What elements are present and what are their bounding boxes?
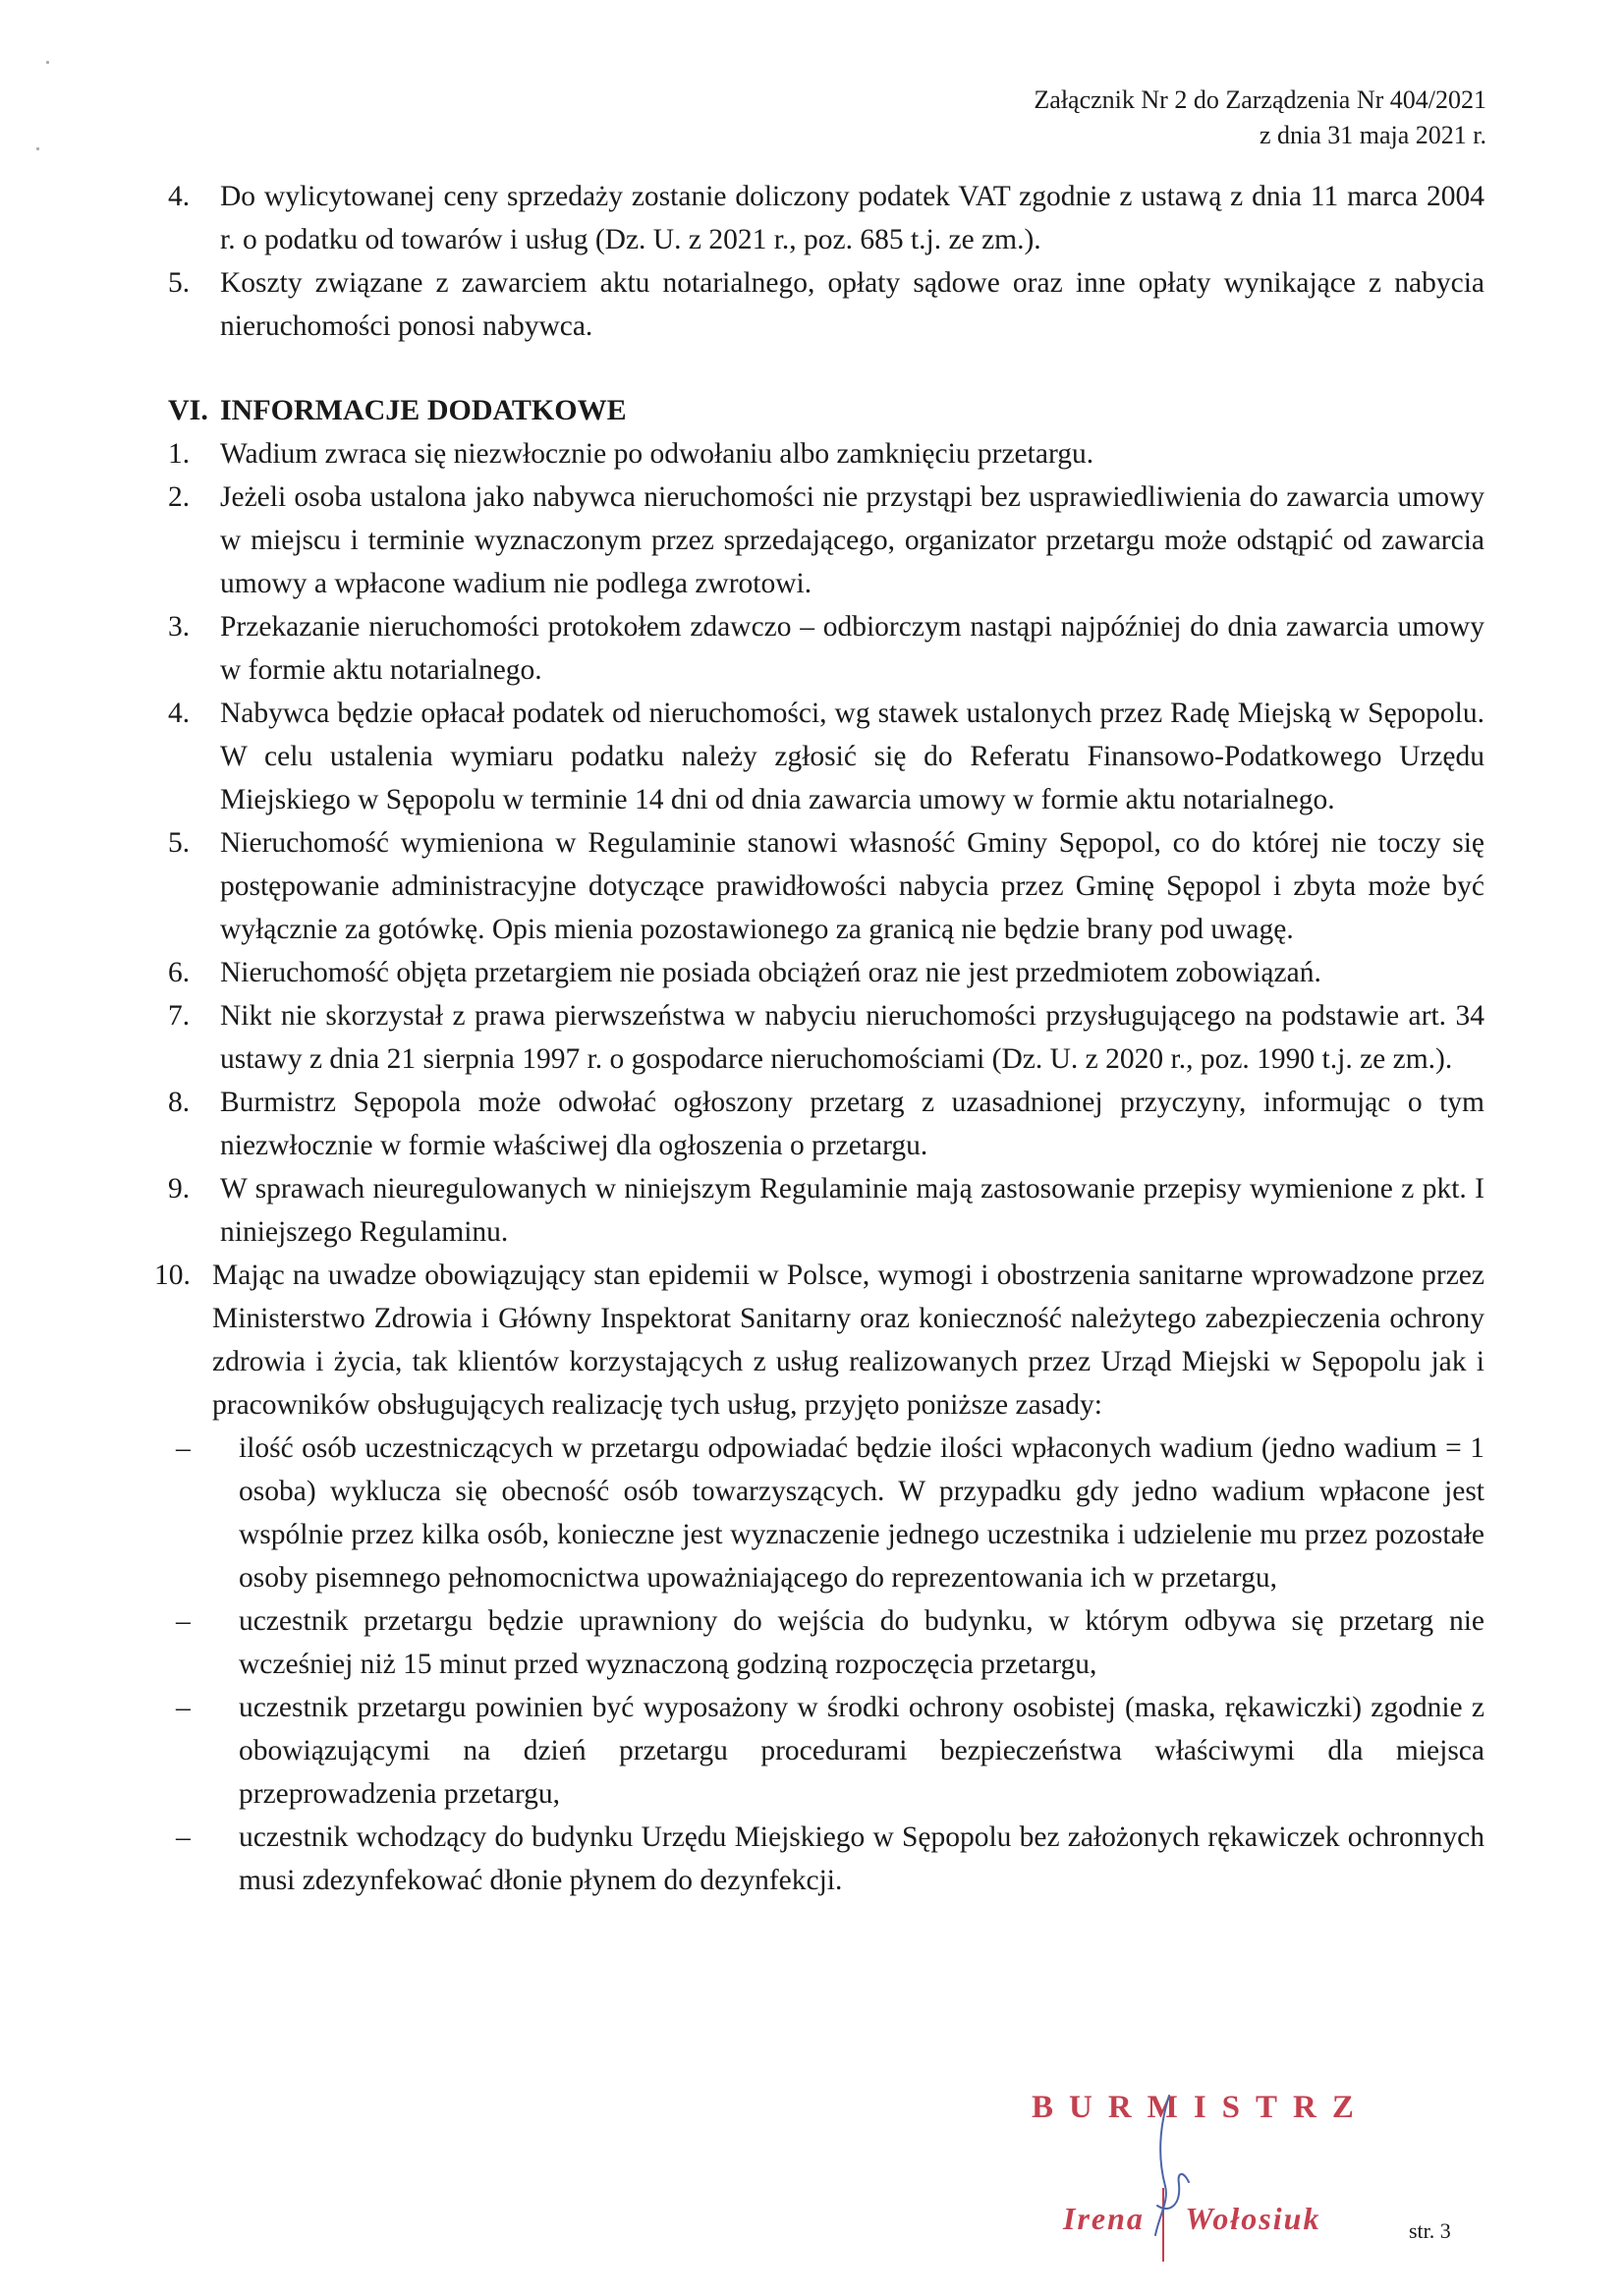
section-title: INFORMACJE DODATKOWE <box>220 394 627 426</box>
item-number: 7. <box>168 1000 191 1032</box>
list-item <box>168 951 1484 994</box>
item-text: Koszty związane z zawarciem aktu notarialnego, opłaty sądowe oraz inne opłaty wynikające z nabycia nieruchomości ponosi nabywca. <box>220 267 1484 342</box>
page-number: str. 3 <box>1409 2218 1451 2243</box>
stamp-title: BURMISTRZ <box>1032 2090 1370 2125</box>
list-item <box>154 1254 1484 1427</box>
item-number: 1. <box>168 438 191 470</box>
dash-bullet: – <box>176 1692 191 1723</box>
item-text: Nieruchomość wymieniona w Regulaminie stanowi własność Gminy Sępopol, co do której nie toczy się postępowanie administracyjne dotyczące prawidłowości nabycia przez Gminę Sępopol i zbyta może być wyłącznie za gotówkę. Opis mienia pozostawionego za granicą nie będzie brany pod uwagę. <box>220 827 1484 945</box>
signer-first-name: Irena <box>1063 2201 1145 2236</box>
header-line-2: z dnia 31 maja 2021 r. <box>1259 121 1486 149</box>
item-number: 3. <box>168 611 191 643</box>
bullet-item <box>168 1686 1484 1816</box>
bullet-item <box>168 1599 1484 1686</box>
item-text: Burmistrz Sępopola może odwołać ogłoszony przetarg z uzasadnionej przyczyny, informując o tym niezwłocznie w formie właściwej dla ogłoszenia o przetargu. <box>220 1087 1484 1161</box>
list-item <box>168 692 1484 821</box>
item-number: 2. <box>168 481 191 513</box>
header-line-1: Załącznik Nr 2 do Zarządzenia Nr 404/2021 <box>1034 85 1486 114</box>
list-item <box>168 432 1484 476</box>
section-number: VI. <box>168 394 208 426</box>
item-text: Mając na uwadze obowiązujący stan epidemii w Polsce, wymogi i obostrzenia sanitarne wprowadzone przez Ministerstwo Zdrowia i Główny Inspektorat Sanitarny oraz konieczność należytego zabezpieczenia ochrony zdrowia i życia, tak klientów korzystających z usług realizowanych przez Urząd Miejski w Sępopolu jak i pracowników obsługujących realizację tych usług, przyjęto poniższe zasady: <box>212 1260 1484 1421</box>
item-number: 5. <box>168 267 191 299</box>
item-text: Nabywca będzie opłacał podatek od nieruchomości, wg stawek ustalonych przez Radę Miejską w Sępopolu. W celu ustalenia wymiaru podatku należy zgłosić się do Referatu Finansowo-Podatkowego Urzędu Miejskiego w Sępopolu w terminie 14 dni od dnia zawarcia umowy w formie aktu notarialnego. <box>220 698 1484 815</box>
item-text: W sprawach nieuregulowanych w niniejszym Regulaminie mają zastosowanie przepisy wymienione z pkt. I niniejszego Regulaminu. <box>220 1173 1484 1248</box>
item-text: Jeżeli osoba ustalona jako nabywca nieruchomości nie przystąpi bez usprawiedliwienia do zawarcia umowy w miejscu i terminie wyznaczonym przez sprzedającego, organizator przetargu może odstąpić od zawarcia umowy a wpłacone wadium nie podlega zwrotowi. <box>220 481 1484 599</box>
item-text: Nikt nie skorzystał z prawa pierwszeństwa w nabyciu nieruchomości przysługującego na podstawie art. 34 ustawy z dnia 21 sierpnia 1997 r. o gospodarce nieruchomościami (Dz. U. z 2020 r., poz. 1990 t.j. ze zm.). <box>220 1000 1484 1075</box>
bullet-text: uczestnik przetargu będzie uprawniony do wejścia do budynku, w którym odbywa się przetarg nie wcześniej niż 15 minut przed wyznaczoną godziną rozpoczęcia przetargu, <box>239 1605 1484 1680</box>
attachment-header <box>1034 83 1486 153</box>
list-item <box>168 175 1484 261</box>
dash-bullet: – <box>176 1821 191 1853</box>
item-number: 8. <box>168 1087 191 1118</box>
document-body <box>154 175 1484 1902</box>
dash-bullet: – <box>176 1605 191 1637</box>
item-text: Do wylicytowanej ceny sprzedaży zostanie doliczony podatek VAT zgodnie z ustawą z dnia 11 marca 2004 r. o podatku od towarów i usług (Dz. U. z 2021 r., poz. 685 t.j. ze zm.). <box>220 181 1484 255</box>
scan-speck <box>36 147 39 150</box>
list-item <box>168 476 1484 605</box>
bullet-item <box>168 1816 1484 1902</box>
dash-bullet: – <box>176 1432 191 1464</box>
scan-speck <box>46 61 49 64</box>
bullet-text: uczestnik wchodzący do budynku Urzędu Miejskiego w Sępopolu bez założonych rękawiczek ochronnych musi zdezynfekować dłonie płynem do dezynfekcji. <box>239 1821 1484 1896</box>
item-text: Wadium zwraca się niezwłocznie po odwołaniu albo zamknięciu przetargu. <box>220 438 1094 470</box>
section-heading <box>168 389 1484 432</box>
bullet-item <box>168 1427 1484 1599</box>
list-item <box>168 605 1484 692</box>
item-number: 4. <box>168 698 191 729</box>
item-number: 4. <box>168 181 191 212</box>
list-item <box>168 821 1484 951</box>
item-number: 5. <box>168 827 191 859</box>
item-text: Przekazanie nieruchomości protokołem zdawczo – odbiorczym nastąpi najpóźniej do dnia zawarcia umowy w formie aktu notarialnego. <box>220 611 1484 686</box>
list-item <box>168 261 1484 348</box>
bullet-text: uczestnik przetargu powinien być wyposażony w środki ochrony osobistej (maska, rękawiczki) zgodnie z obowiązującymi na dzień przetargu procedurami bezpieczeństwa właściwymi dla miejsca przeprowadzenia przetargu, <box>239 1692 1484 1810</box>
list-item <box>168 994 1484 1081</box>
item-number: 10. <box>154 1260 191 1291</box>
signer-last-name: Wołosiuk <box>1185 2201 1321 2236</box>
handwritten-signature <box>1130 2088 1208 2255</box>
list-item <box>168 1081 1484 1167</box>
item-number: 6. <box>168 957 191 988</box>
item-number: 9. <box>168 1173 191 1204</box>
list-item <box>168 1167 1484 1254</box>
item-text: Nieruchomość objęta przetargiem nie posiada obciążeń oraz nie jest przedmiotem zobowiązań. <box>220 957 1321 988</box>
bullet-text: ilość osób uczestniczących w przetargu odpowiadać będzie ilości wpłaconych wadium (jedno wadium = 1 osoba) wyklucza się obecność osób towarzyszących. W przypadku gdy jedno wadium wpłacone jest wspólnie przez kilka osób, konieczne jest wyznaczenie jednego uczestnika i udzielenie mu przez pozostałe osoby pisemnego pełnomocnictwa upoważniającego do reprezentowania ich w przetargu, <box>239 1432 1484 1594</box>
